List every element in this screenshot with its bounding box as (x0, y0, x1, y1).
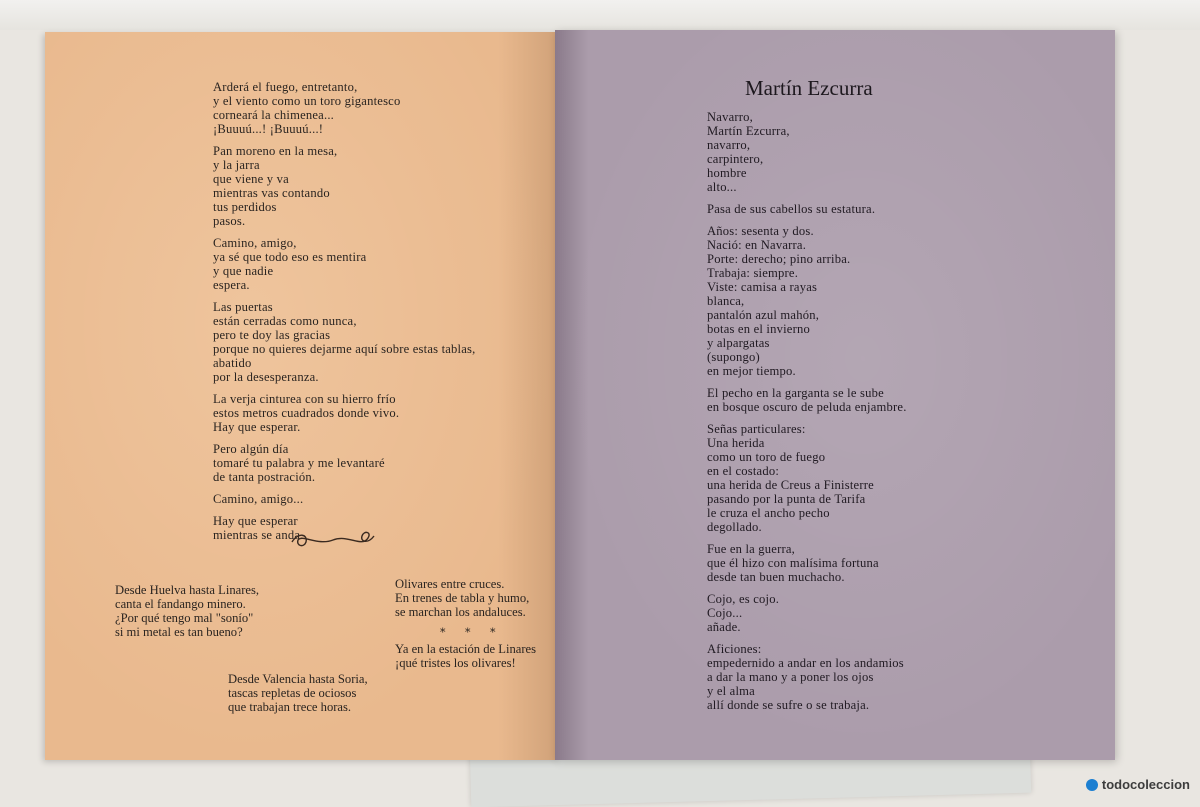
verse-line: Camino, amigo, (213, 236, 297, 250)
verse-line: que él hizo con malísima fortuna (707, 556, 879, 570)
verse-line: están cerradas como nunca, (213, 314, 357, 328)
verse-line: Viste: camisa a rayas (707, 280, 818, 294)
verse-line: Desde Huelva hasta Linares, (115, 583, 260, 597)
ornament-flourish-icon (288, 524, 378, 554)
stanza (707, 202, 907, 216)
verse-line: empedernido a andar en los andamios (707, 656, 904, 670)
verse-line: porque no quieres dejarme aquí sobre estas tablas, (213, 342, 476, 356)
verse-line: espera. (213, 278, 250, 292)
right-poem (707, 110, 907, 720)
verse-line: que viene y va (213, 172, 289, 186)
verse-line: ¡Buuuú...! ¡Buuuú...! (213, 122, 324, 136)
verse-line: ya sé que todo eso es mentira (213, 250, 367, 264)
verse-line: Una herida (707, 436, 765, 450)
verse-line: Pasa de sus cabellos su estatura. (707, 202, 876, 216)
verse-line: y el viento como un toro gigantesco (213, 94, 401, 108)
poem-valencia (228, 672, 368, 714)
stanza (213, 442, 476, 484)
verse-line: mientras vas contando (213, 186, 330, 200)
verse-line: degollado. (707, 520, 762, 534)
stanza (707, 422, 907, 534)
verse-line: mientras se anda. (213, 528, 304, 542)
verse-line: y alpargatas (707, 336, 770, 350)
verse-line: pasos. (213, 214, 246, 228)
verse-line: (supongo) (707, 350, 760, 364)
verse-line: El pecho en la garganta se le sube (707, 386, 884, 400)
verse-line: estos metros cuadrados donde vivo. (213, 406, 400, 420)
stanza (707, 386, 907, 414)
verse-line: Fue en la guerra, (707, 542, 796, 556)
stanza (213, 392, 476, 434)
verse-line: Olivares entre cruces. (395, 577, 505, 591)
verse-line: pasando por la punta de Tarifa (707, 492, 866, 506)
verse-line: añade. (707, 620, 741, 634)
verse-line: le cruza el ancho pecho (707, 506, 830, 520)
verse-line: tomaré tu palabra y me levantaré (213, 456, 385, 470)
stanza-separator: * * * (440, 626, 504, 639)
verse-line: Navarro, (707, 110, 754, 124)
verse-line: En trenes de tabla y humo, (395, 591, 530, 605)
poem-huelva (115, 583, 259, 639)
verse-line: a dar la mano y a poner los ojos (707, 670, 874, 684)
verse-line: navarro, (707, 138, 751, 152)
watermark-text: todocoleccion (1101, 777, 1190, 792)
verse-line: pero te doy las gracias (213, 328, 331, 342)
verse-line: Porte: derecho; pino arriba. (707, 252, 851, 266)
verse-line: Señas particulares: (707, 422, 806, 436)
verse-line: desde tan buen muchacho. (707, 570, 845, 584)
stanza (213, 144, 476, 228)
stanza (213, 492, 476, 506)
stanza (213, 236, 476, 292)
verse-line: y la jarra (213, 158, 260, 172)
verse-line: Cojo, es cojo. (707, 592, 780, 606)
verse-line: Hay que esperar (213, 514, 298, 528)
verse-line: Ya en la estación de Linares (395, 642, 537, 656)
verse-line: botas en el invierno (707, 322, 810, 336)
verse-line: pantalón azul mahón, (707, 308, 820, 322)
verse-line: como un toro de fuego (707, 450, 826, 464)
verse-line: y el alma (707, 684, 755, 698)
stanza (707, 542, 907, 584)
verse-line: en bosque oscuro de peluda enjambre. (707, 400, 907, 414)
verse-line: Pero algún día (213, 442, 289, 456)
stanza (707, 224, 907, 378)
watermark (1086, 777, 1190, 792)
verse-line: carpintero, (707, 152, 764, 166)
verse-line: hombre (707, 166, 747, 180)
verse-line: por la desesperanza. (213, 370, 319, 384)
poem-title: Martín Ezcurra (745, 76, 873, 100)
verse-line: de tanta postración. (213, 470, 316, 484)
verse-line: Hay que esperar. (213, 420, 301, 434)
verse-line: y que nadie (213, 264, 274, 278)
verse-line: se marchan los andaluces. (395, 605, 526, 619)
stanza (707, 592, 907, 634)
verse-line: La verja cinturea con su hierro frío (213, 392, 396, 406)
watermark-logo-icon (1086, 779, 1098, 791)
verse-line: Pan moreno en la mesa, (213, 144, 338, 158)
verse-line: Desde Valencia hasta Soria, (228, 672, 368, 686)
verse-line: en mejor tiempo. (707, 364, 796, 378)
background-sheet (0, 0, 1200, 30)
verse-line: Martín Ezcurra, (707, 124, 790, 138)
stanza (213, 80, 476, 136)
poem-linares (395, 642, 536, 670)
verse-line: si mi metal es tan bueno? (115, 625, 243, 639)
verse-line: Camino, amigo... (213, 492, 304, 506)
verse-line: Años: sesenta y dos. (707, 224, 814, 238)
poem-olivares (395, 577, 529, 619)
stanza (707, 642, 907, 712)
verse-line: alto... (707, 180, 737, 194)
verse-line: Trabaja: siempre. (707, 266, 799, 280)
verse-line: tascas repletas de ociosos (228, 686, 357, 700)
stanza (707, 110, 907, 194)
verse-line: ¡qué tristes los olivares! (395, 656, 516, 670)
verse-line: Arderá el fuego, entretanto, (213, 80, 358, 94)
verse-line: canta el fandango minero. (115, 597, 246, 611)
verse-line: Cojo... (707, 606, 743, 620)
verse-line: tus perdidos (213, 200, 277, 214)
verse-line: ¿Por qué tengo mal "sonío" (115, 611, 254, 625)
verse-line: una herida de Creus a Finisterre (707, 478, 874, 492)
verse-line: Aficiones: (707, 642, 762, 656)
verse-line: allí donde se sufre o se trabaja. (707, 698, 870, 712)
verse-line: blanca, (707, 294, 745, 308)
verse-line: Las puertas (213, 300, 273, 314)
stanza (213, 300, 476, 384)
verse-line: Nació: en Navarra. (707, 238, 807, 252)
left-poem (213, 80, 476, 550)
verse-line: abatido (213, 356, 252, 370)
verse-line: corneará la chimenea... (213, 108, 335, 122)
verse-line: en el costado: (707, 464, 780, 478)
verse-line: que trabajan trece horas. (228, 700, 352, 714)
